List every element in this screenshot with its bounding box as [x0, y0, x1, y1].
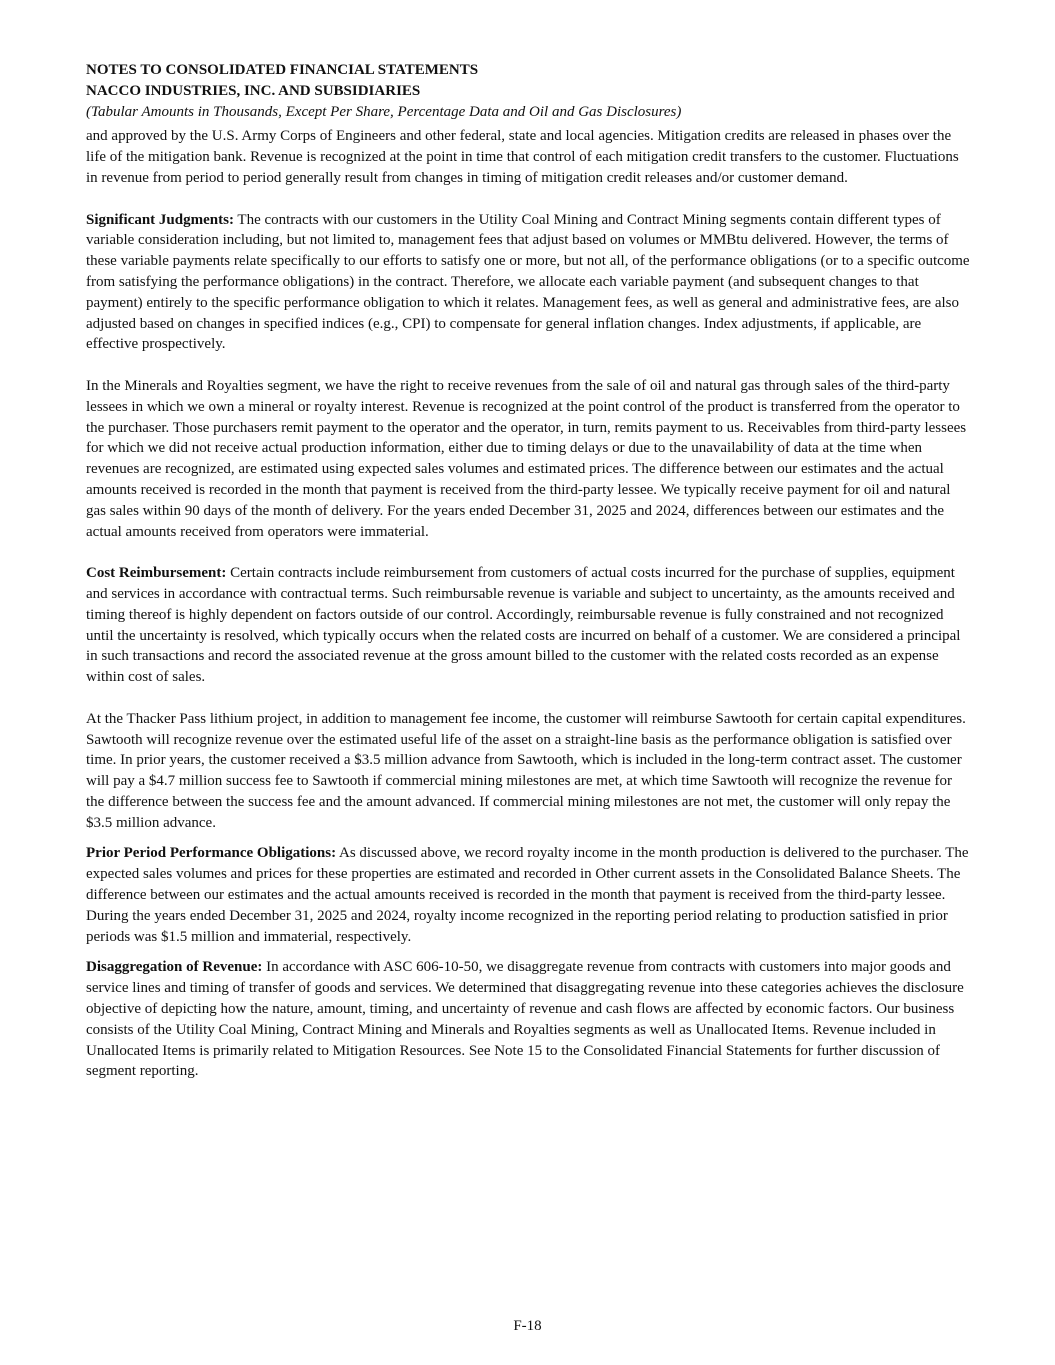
paragraph-significant-judgments	[86, 210, 971, 356]
page-header	[86, 60, 971, 122]
header-title: NOTES TO CONSOLIDATED FINANCIAL STATEMENTS	[86, 62, 479, 78]
paragraph-text: The contracts with our customers in the Utility Coal Mining and Contract Mining segments contain different types of variable consideration including, but not limited to, management fees that adjust based on volumes or MMBtu delivered. However, the terms of these variable payments relate specifically to our efforts to satisfy one or more, but not all, of the performance obligations (or to a specific outcome from satisfying the performance obligations) in the contract. Therefore, we allocate each variable payment (and subsequent changes to that payment) entirely to the specific performance obligation to which it relates. Management fees, as well as general and administrative fees, are also adjusted based on changes in specified indices (e.g., CPI) to compensate for general inflation changes. Index adjustments, if applicable, are effective prospectively.	[86, 211, 970, 353]
paragraph-text: and approved by the U.S. Army Corps of Engineers and other federal, state and local agencies. Mitigation credits are released in phases over the life of the mitigation bank. Revenue is recognized at the point in time that control of each mitigation credit transfers to the customer. Fluctuations in revenue from period to period generally result from changes in timing of mitigation credit releases and/or customer demand.	[86, 128, 959, 186]
paragraph-disaggregation	[86, 957, 971, 1082]
header-company: NACCO INDUSTRIES, INC. AND SUBSIDIARIES	[86, 82, 421, 99]
paragraph-minerals-royalties	[86, 376, 971, 542]
paragraph-thacker-pass	[86, 709, 971, 834]
paragraph-cost-reimbursement	[86, 563, 971, 688]
paragraph-lead: Cost Reimbursement:	[86, 565, 227, 582]
paragraph-lead: Disaggregation of Revenue:	[86, 959, 263, 976]
paragraph-text: In accordance with ASC 606-10-50, we disaggregate revenue from contracts with customers into major goods and service lines and timing of transfer of goods and services. We determined that disaggregating revenue into these categories achieves the disclosure objective of depicting how the nature, amount, timing, and uncertainty of revenue and cash flows are affected by economic factors. Our business consists of the Utility Coal Mining, Contract Mining and Minerals and Royalties segments as well as Unallocated Items. Revenue included in Unallocated Items is primarily related to Mitigation Resources. See Note 15 to the Consolidated Financial Statements for further discussion of segment reporting.	[86, 959, 964, 1080]
paragraph-text: Certain contracts include reimbursement from customers of actual costs incurred for the purchase of supplies, equipment and services in accordance with contractual terms. Such reimbursable revenue is variable and subject to uncertainty, as the amounts received and timing thereof is highly dependent on factors outside of our control. Accordingly, reimbursable revenue is fully constrained and not recognized until the uncertainty is resolved, which typically occurs when the related costs are incurred on behalf of a customer. We are considered a principal in such transactions and record the associated revenue at the gross amount billed to the customer with the related costs recorded as an expense within cost of sales.	[86, 565, 961, 686]
paragraph-text: At the Thacker Pass lithium project, in addition to management fee income, the customer will reimburse Sawtooth for certain capital expenditures. Sawtooth will recognize revenue over the estimated useful life of the asset on a straight-line basis as the performance obligation is satisfied over time. In prior years, the customer received a $3.5 million advance from Sawtooth, which is included in the long-term contract asset. The customer will pay a $4.7 million success fee to Sawtooth if commercial mining milestones are met, at which time Sawtooth will recognize the revenue for the difference between the success fee and the amount advanced. If commercial mining milestones are not met, the customer will only repay the $3.5 million advance.	[86, 710, 966, 831]
paragraph-text: In the Minerals and Royalties segment, we have the right to receive revenues from the sale of oil and natural gas through sales of the third-party lessees in which we own a mineral or royalty interest. Revenue is recognized at the point control of the product is transferred from the operator to the purchaser. Those purchasers remit payment to the operator and the operator, in turn, remits payment to us. Receivables from third-party lessees for which we did not receive actual production information, either due to timing delays or due to the unavailability of data at the time when revenues are recognized, are estimated using expected sales volumes and estimated prices. The difference between our estimates and the actual amounts received is recorded in the month that payment is received from the third-party lessee. We typically receive payment for oil and natural gas sales within 90 days of the month of delivery. For the years ended December 31, 2025 and 2024, differences between our estimates and the actual amounts received from operators were immaterial.	[86, 377, 967, 540]
paragraph-mitigation	[86, 126, 971, 188]
paragraph-text: As discussed above, we record royalty income in the month production is delivered to the purchaser. The expected sales volumes and prices for these properties are estimated and recorded in Other current assets in the Consolidated Balance Sheets. The difference between our estimates and the actual amounts received is recorded in the month that payment is received from the third-party lessee. During the years ended December 31, 2025 and 2024, royalty income recognized in the reporting period relating to production satisfied in prior periods was $1.5 million and immaterial, respectively.	[86, 845, 969, 945]
page-number: F-18	[513, 1318, 542, 1334]
header-subtitle: (Tabular Amounts in Thousands, Except Per Share, Percentage Data and Oil and Gas Disclosures)	[86, 103, 682, 120]
paragraph-prior-period-obligations	[86, 843, 971, 947]
paragraph-lead: Significant Judgments:	[86, 211, 234, 228]
paragraph-lead: Prior Period Performance Obligations:	[86, 845, 337, 862]
